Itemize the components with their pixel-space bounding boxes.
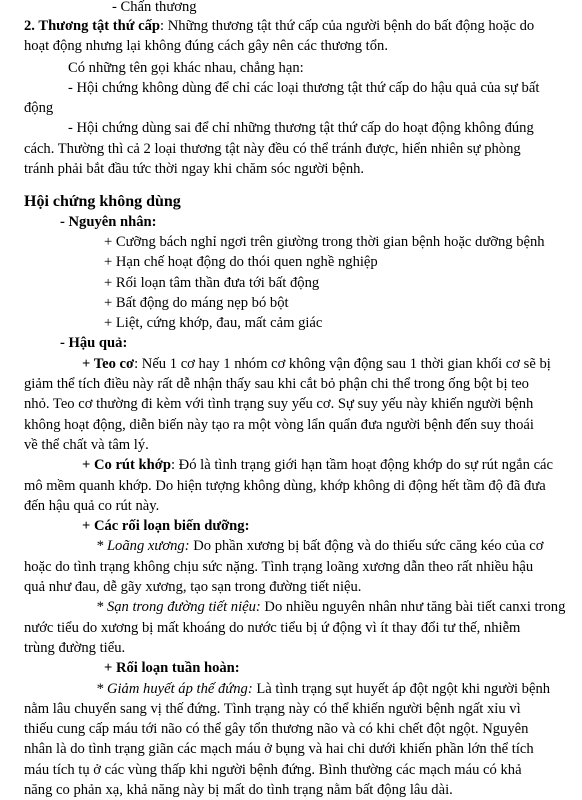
plain-text: năng co phản xạ, khả năng này bị mất do tình trạng nằm bất động lâu dài. xyxy=(24,782,453,798)
plain-text: mô mềm quanh khớp. Do hiện tượng không dùng, khớp không di động hết tầm độ đã đưa xyxy=(24,477,546,494)
text-line xyxy=(24,720,528,739)
plain-text: Do nhiều nguyên nhân như tăng bài tiết canxi trong xyxy=(260,599,566,616)
plain-text: hoạt động nhưng lại không đúng cách gây nên các thương tổn. xyxy=(24,38,388,55)
plain-text: nằm lâu chuyển sang vị thế đứng. Tình trạng này có thể khiến người bệnh ngất xỉu vì xyxy=(24,700,521,717)
plain-text: nhân là do tình trạng giãn các mạch máu ở bụng và hai chi dưới khiến phần lớn thể tích xyxy=(24,741,534,758)
list-item xyxy=(104,233,545,252)
text-line xyxy=(68,119,534,138)
text-line xyxy=(96,680,550,699)
plain-text: : Những thương tật thứ cấp của người bệnh do bất động hoặc do xyxy=(160,18,535,34)
plain-text: giảm thể tích điều này rất dễ nhận thấy sau khi cắt bỏ phận chi thể trong ống bột bị teo xyxy=(24,376,529,392)
list-item xyxy=(104,314,322,333)
section-heading xyxy=(24,192,181,211)
bold-text: + Teo cơ xyxy=(82,355,135,372)
plain-text: không hoạt động, diễn biến này tạo ra một vòng lẩn quẩn đưa người bệnh đến suy thoái xyxy=(24,416,534,433)
plain-text: + Cưỡng bách nghỉ ngơi trên giường trong thời gian bệnh hoặc dưỡng bệnh xyxy=(104,233,545,250)
text-line xyxy=(24,497,159,516)
bold-text: + Rối loạn tuần hoàn: xyxy=(104,660,240,677)
plain-text: máu tích tụ ở các vùng thấp khi người bệnh đứng. Bình thường các mạch máu có khả xyxy=(24,761,522,778)
bold-text: - Nguyên nhân: xyxy=(60,213,157,230)
plain-text: tránh phải bắt đầu tức thời ngay khi chăm sóc người bệnh. xyxy=(24,161,365,177)
section-2-heading-line xyxy=(24,17,534,36)
plain-text: - Chấn thương xyxy=(112,0,197,15)
list-item xyxy=(104,294,289,313)
plain-text: : Đó là tình trạng giới hạn tầm hoạt động khớp do sự rút ngắn các xyxy=(170,457,554,474)
plain-text: - Hội chứng không dùng để chỉ các loại thương tật thứ cấp do hậu quả của sự bất xyxy=(68,79,540,96)
text-line xyxy=(24,375,529,394)
text-line xyxy=(24,619,520,638)
bold-text: - Hậu quả: xyxy=(60,335,128,352)
plain-text: Do phần xương bị bất động và do thiếu sức căng kéo của cơ xyxy=(189,538,544,555)
text-line xyxy=(112,0,197,17)
text-line xyxy=(24,140,521,159)
subheading xyxy=(104,659,240,678)
bold-text: + Các rối loạn biến dưỡng: xyxy=(82,518,250,535)
italic-text: * Giảm huyết áp thế đứng: xyxy=(96,680,253,697)
plain-text: + Bất động do máng nẹp bó bột xyxy=(104,294,289,311)
text-line xyxy=(24,639,125,658)
plain-text: Là tình trạng sụt huyết áp đột ngột khi người bệnh xyxy=(252,680,551,697)
plain-text: + Rối loạn tâm thần đưa tới bất động xyxy=(104,274,320,291)
text-line xyxy=(24,578,361,597)
plain-text: + Hạn chế hoạt động do thói quen nghề nghiệp xyxy=(104,254,378,271)
plain-text: - Hội chứng dùng sai để chỉ những thương tật thứ cấp do hoạt động không đúng xyxy=(68,120,534,137)
bold-text: 2. Thương tật thứ cấp xyxy=(24,18,161,34)
subheading xyxy=(60,334,127,353)
list-item xyxy=(104,274,319,293)
text-line xyxy=(68,79,539,98)
plain-text: trùng đường tiểu. xyxy=(24,639,126,656)
subheading xyxy=(60,213,157,232)
plain-text: thiếu cung cấp máu tới não có thể gây tổn thương não và có khi chết đột ngột. Nguyên xyxy=(24,721,529,738)
text-line xyxy=(24,781,453,800)
plain-text: về thể chất và tâm lý. xyxy=(24,436,149,453)
plain-text: Có những tên gọi khác nhau, chẳng hạn: xyxy=(68,59,304,76)
text-line xyxy=(24,740,534,759)
italic-text: * Sạn trong đường tiết niệu: xyxy=(96,599,261,616)
plain-text: quả như đau, dễ gãy xương, tạo sạn trong đường tiết niệu. xyxy=(24,579,362,595)
plain-text: cách. Thường thì cả 2 loại thương tật này đều có thể tránh được, hiển nhiên sự phòng xyxy=(24,140,521,157)
text-line xyxy=(24,416,534,435)
plain-text: nước tiểu do xương bị mất khoáng do nước tiểu bị ứ động vì ít thay đổi tư thế, nhiễm xyxy=(24,619,521,636)
plain-text: đến hậu quả co rút này. xyxy=(24,497,160,514)
text-line xyxy=(24,700,521,719)
text-line xyxy=(96,537,543,556)
text-line xyxy=(82,456,553,475)
text-line xyxy=(24,761,522,780)
plain-text: + Liệt, cứng khớp, đau, mất cảm giác xyxy=(104,315,323,332)
text-line xyxy=(24,558,533,577)
list-item xyxy=(104,253,378,272)
text-line xyxy=(24,395,533,414)
plain-text: hoặc do tình trạng không chịu sức nặng. Tình trạng loãng xương dẫn theo rất nhiều hậu xyxy=(24,558,534,575)
text-line xyxy=(24,477,546,496)
plain-text: nhỏ. Teo cơ thường đi kèm với tình trạng suy yếu cơ. Sự suy yếu này khiến người bệnh xyxy=(24,396,534,413)
text-line xyxy=(24,37,388,56)
plain-text: : Nếu 1 cơ hay 1 nhóm cơ không vận động sau 1 thời gian khối cơ sẽ bị xyxy=(134,355,551,372)
bold-text: + Co rút khớp xyxy=(82,457,171,474)
text-line xyxy=(96,598,565,617)
text-line xyxy=(24,99,53,118)
italic-text: * Loãng xương: xyxy=(96,538,190,555)
bold-text: Hội chứng không dùng xyxy=(24,193,181,211)
text-line xyxy=(24,160,364,179)
text-line xyxy=(24,436,149,455)
text-line xyxy=(82,355,551,374)
subheading xyxy=(82,517,249,536)
text-line xyxy=(68,59,304,78)
plain-text: động xyxy=(24,100,54,117)
